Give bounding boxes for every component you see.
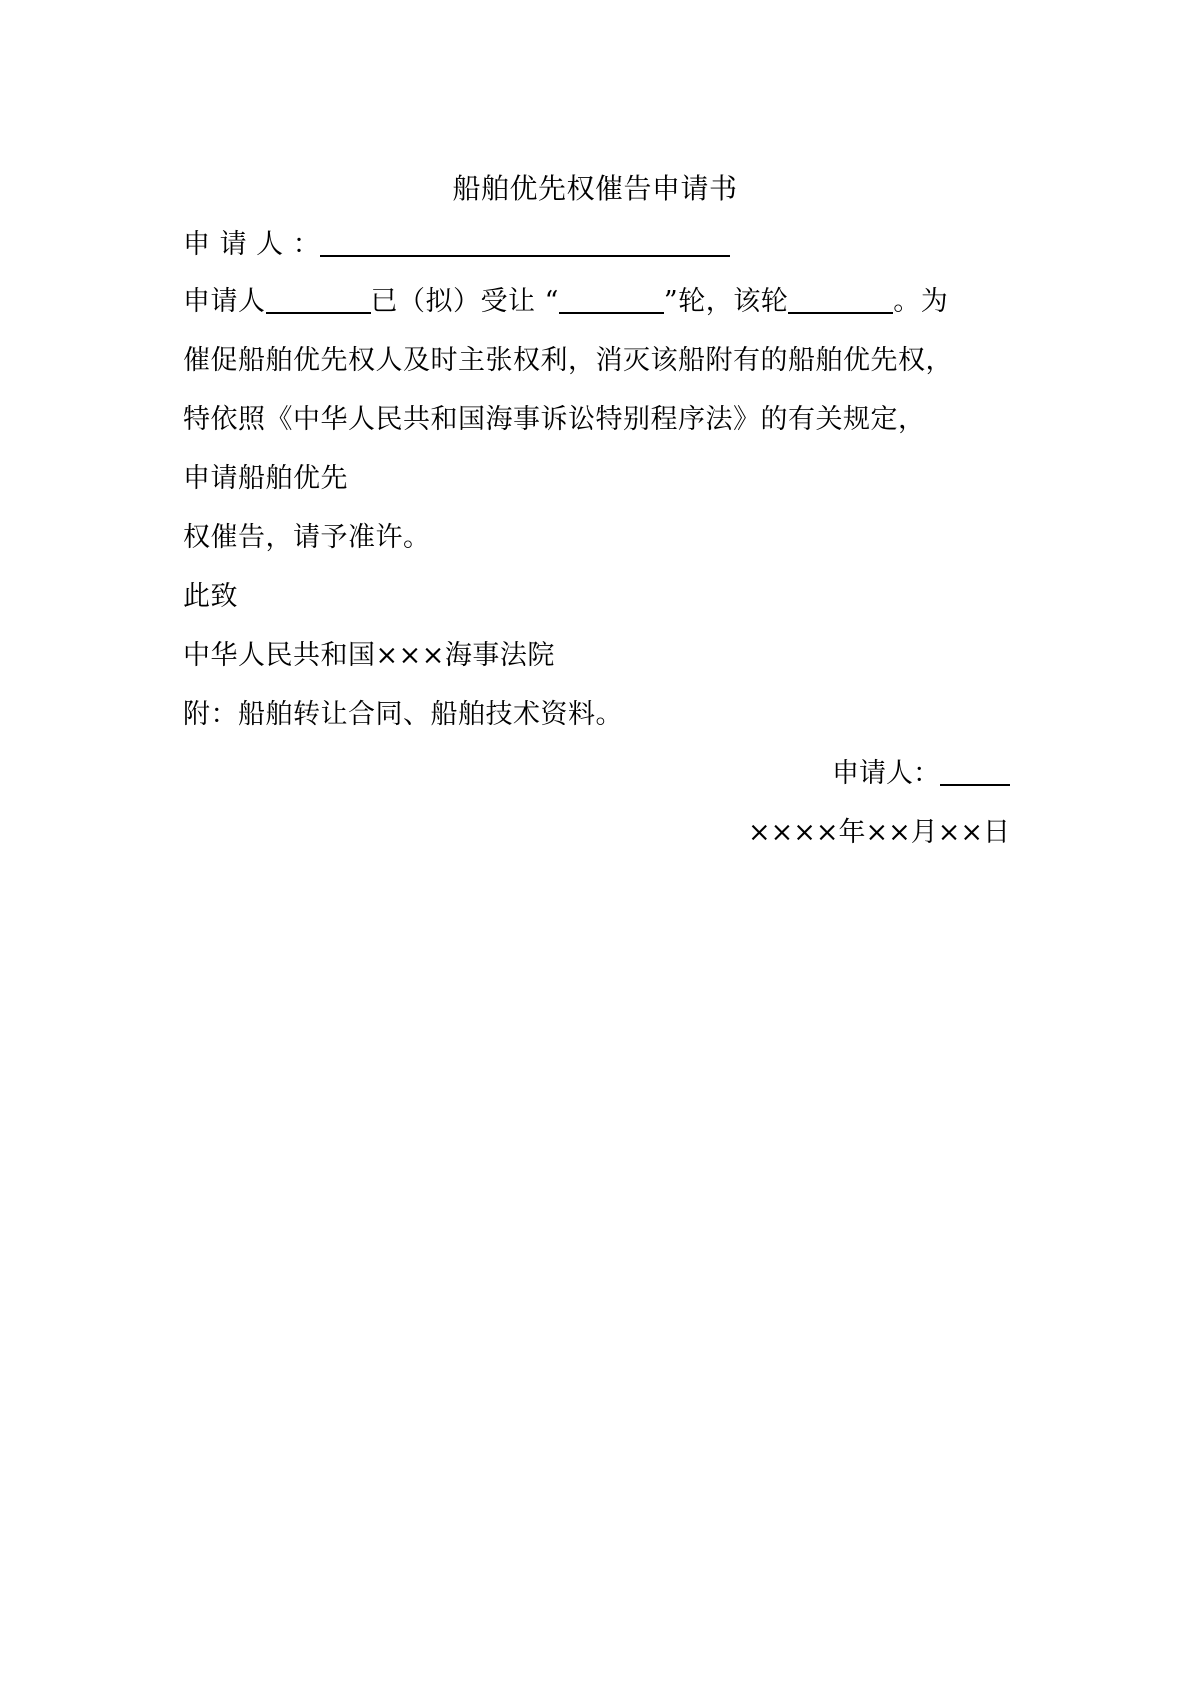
body-text-1d: 。为 bbox=[893, 286, 949, 317]
court-name: 中华人民共和国×××海事法院 bbox=[183, 640, 555, 671]
applicant-blank[interactable] bbox=[320, 229, 730, 257]
ship-info-blank[interactable] bbox=[788, 286, 893, 314]
body-line-2: 催促船舶优先权人及时主张权利，消灭该船附有的船舶优先权， bbox=[183, 345, 953, 376]
salutation: 此致 bbox=[183, 581, 238, 612]
body-text-1b: 已（拟）受让 “ bbox=[370, 286, 559, 317]
body-line-1 bbox=[183, 284, 948, 320]
signature-line bbox=[832, 756, 1010, 792]
body-line-5: 权催告，请予准许。 bbox=[183, 522, 431, 553]
attachment-note: 附：船舶转让合同、船舶技术资料。 bbox=[183, 699, 623, 730]
applicant-name-blank[interactable] bbox=[266, 286, 371, 314]
ship-name-blank[interactable] bbox=[559, 286, 664, 314]
applicant-line bbox=[183, 227, 730, 263]
body-text-1c: ”轮，该轮 bbox=[663, 286, 789, 317]
signature-label: 申请人： bbox=[832, 758, 940, 789]
signature-blank[interactable] bbox=[940, 758, 1010, 786]
body-line-3: 特依照《中华人民共和国海事诉讼特别程序法》的有关规定， bbox=[183, 404, 926, 435]
signature-date: ××××年××月××日 bbox=[748, 817, 1010, 848]
body-line-4: 申请船舶优先 bbox=[183, 463, 348, 494]
body-text-1a: 申请人 bbox=[183, 286, 266, 317]
document-title: 船舶优先权催告申请书 bbox=[452, 172, 738, 205]
applicant-label: 申 请 人 ： bbox=[183, 229, 321, 260]
